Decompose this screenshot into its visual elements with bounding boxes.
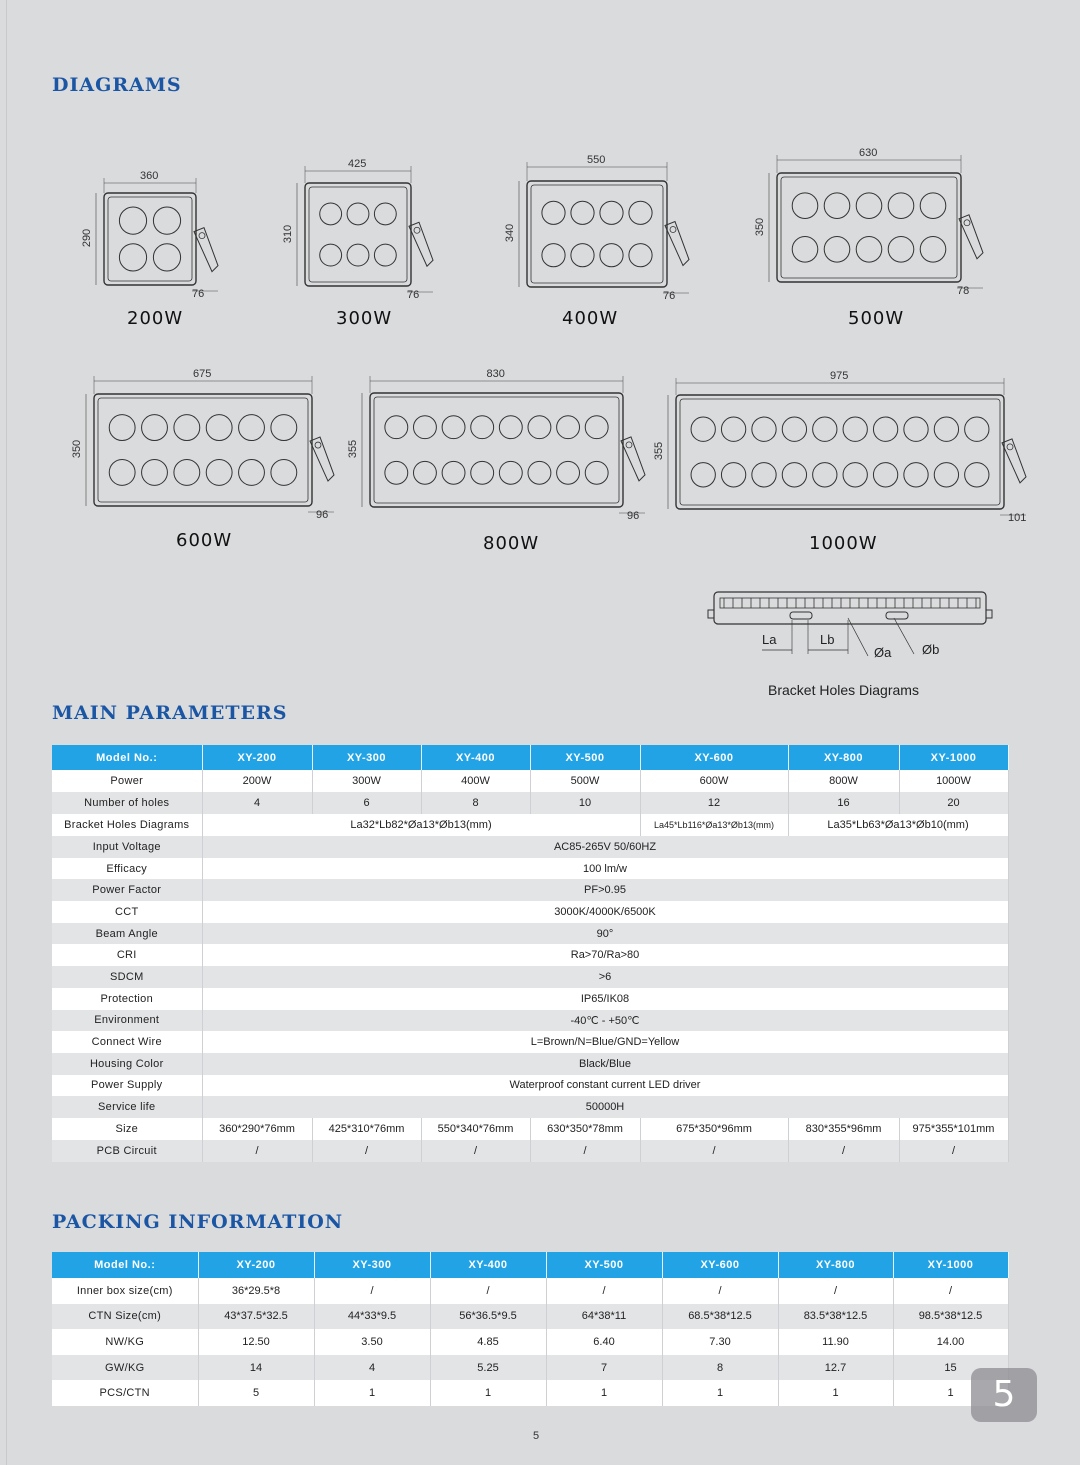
height-label: 290	[81, 228, 94, 248]
bracket-lb-label: Lb	[820, 632, 835, 647]
led-lens	[691, 463, 715, 487]
led-lens	[782, 417, 806, 441]
bracket-oa-label: Øa	[874, 645, 892, 660]
table-cell: IP65/IK08	[202, 988, 1008, 1010]
table-cell: 830*355*96mm	[788, 1118, 899, 1140]
table-cell: 16	[788, 792, 899, 814]
height-label: 350	[71, 439, 84, 459]
wattage-label: 800W	[483, 533, 540, 554]
table-row	[52, 858, 1008, 880]
led-lens	[385, 461, 408, 484]
led-lens	[888, 193, 914, 219]
height-label: 355	[347, 439, 360, 459]
wattage-label: 300W	[336, 308, 393, 329]
table-row	[52, 988, 1008, 1010]
mounting-bracket	[621, 437, 645, 481]
width-label: 425	[348, 158, 367, 170]
table-cell: 425*310*76mm	[312, 1118, 421, 1140]
header-cell: XY-300	[312, 745, 421, 770]
table-cell: /	[312, 1140, 421, 1162]
led-lens	[629, 244, 652, 267]
led-lens	[374, 203, 396, 225]
table-cell: 90°	[202, 923, 1008, 945]
table-cell: 5.25	[430, 1355, 546, 1381]
main-parameters-title: MAIN PARAMETERS	[52, 702, 288, 724]
led-lens	[542, 244, 565, 267]
led-lens	[471, 416, 494, 439]
led-lens	[920, 193, 946, 219]
header-cell: XY-800	[788, 745, 899, 770]
row-label: NW/KG	[52, 1329, 198, 1355]
led-lens	[873, 417, 897, 441]
table-cell: 15	[893, 1355, 1008, 1381]
depth-label: 101	[1008, 512, 1027, 524]
led-lens	[271, 459, 297, 485]
table-row	[52, 1096, 1008, 1118]
table-cell: 550*340*76mm	[421, 1118, 530, 1140]
row-label: Input Voltage	[52, 836, 202, 858]
housing-inner	[98, 398, 308, 502]
table-cell: /	[202, 1140, 312, 1162]
table-cell: 14	[198, 1355, 314, 1381]
table-row	[52, 879, 1008, 901]
led-lens	[888, 237, 914, 263]
table-row	[52, 1355, 1008, 1381]
led-lens	[347, 244, 369, 266]
row-label: SDCM	[52, 966, 202, 988]
table-cell: /	[314, 1278, 430, 1304]
table-cell: La32*Lb82*Øa13*Øb13(mm)	[202, 814, 640, 836]
table-row	[52, 1118, 1008, 1140]
table-row	[52, 1380, 1008, 1406]
led-lens	[471, 461, 494, 484]
led-lens	[499, 461, 522, 484]
led-lens	[109, 415, 135, 441]
height-label: 310	[282, 224, 295, 243]
led-lens	[721, 417, 745, 441]
led-lens	[374, 244, 396, 266]
row-label: Connect Wire	[52, 1031, 202, 1053]
table-cell: 300W	[312, 770, 421, 792]
table-row	[52, 1329, 1008, 1355]
row-label: CCT	[52, 901, 202, 923]
depth-label: 96	[627, 510, 640, 522]
bracket-caption: Bracket Holes Diagrams	[768, 682, 919, 698]
width-label: 360	[140, 170, 159, 182]
table-cell: 83.5*38*12.5	[778, 1304, 893, 1330]
led-lens	[934, 417, 958, 441]
table-cell: 64*38*11	[546, 1304, 662, 1330]
table-cell: 100 lm/w	[202, 858, 1008, 880]
wattage-label: 200W	[127, 308, 184, 329]
led-lens	[142, 459, 168, 485]
depth-label: 76	[192, 288, 205, 300]
table-row	[52, 944, 1008, 966]
housing-outline	[676, 395, 1004, 509]
bracket-ob-label: Øb	[922, 642, 940, 657]
table-cell: 3.50	[314, 1329, 430, 1355]
mounting-bracket	[409, 222, 433, 266]
bracket-pivot	[670, 227, 676, 233]
led-lens	[873, 463, 897, 487]
table-cell: 360*290*76mm	[202, 1118, 312, 1140]
header-cell: Model No.:	[52, 745, 202, 770]
row-label: PCS/CTN	[52, 1380, 198, 1406]
table-cell: L=Brown/N=Blue/GND=Yellow	[202, 1031, 1008, 1053]
table-row	[52, 1053, 1008, 1075]
table-cell: 56*36.5*9.5	[430, 1304, 546, 1330]
table-cell: AC85-265V 50/60HZ	[202, 836, 1008, 858]
led-lens	[174, 459, 200, 485]
packing-table	[52, 1252, 1009, 1406]
table-row	[52, 770, 1008, 792]
table-row	[52, 792, 1008, 814]
housing-inner	[531, 185, 663, 283]
table-cell: 6.40	[546, 1329, 662, 1355]
packing-title: PACKING INFORMATION	[52, 1211, 344, 1233]
housing-outline	[370, 393, 623, 507]
led-lens	[239, 415, 265, 441]
led-lens	[792, 237, 818, 263]
table-cell: 8	[421, 792, 530, 814]
row-label: Number of holes	[52, 792, 202, 814]
table-cell: Waterproof constant current LED driver	[202, 1075, 1008, 1097]
row-label: Bracket Holes Diagrams	[52, 814, 202, 836]
row-label: Service life	[52, 1096, 202, 1118]
page-badge: 5	[971, 1368, 1037, 1422]
led-lens	[119, 207, 146, 234]
row-label: Power Factor	[52, 879, 202, 901]
led-lens	[934, 463, 958, 487]
bracket-la-label: La	[762, 632, 777, 647]
led-lens	[813, 417, 837, 441]
table-cell: 68.5*38*12.5	[662, 1304, 778, 1330]
table-cell: /	[546, 1278, 662, 1304]
row-label: Power	[52, 770, 202, 792]
table-row	[52, 836, 1008, 858]
row-label: Protection	[52, 988, 202, 1010]
table-cell: 1	[662, 1380, 778, 1406]
row-label: Housing Color	[52, 1053, 202, 1075]
led-lens	[413, 416, 436, 439]
header-cell: XY-400	[430, 1252, 546, 1278]
led-lens	[174, 415, 200, 441]
led-lens	[119, 244, 146, 271]
diagrams-title: DIAGRAMS	[52, 74, 182, 96]
table-cell: 14.00	[893, 1329, 1008, 1355]
header-cell: XY-1000	[893, 1252, 1008, 1278]
bracket-drawing	[708, 588, 992, 660]
housing-inner	[781, 177, 957, 278]
table-cell: 400W	[421, 770, 530, 792]
width-label: 550	[587, 154, 606, 166]
led-lens	[528, 416, 551, 439]
header-cell: XY-600	[662, 1252, 778, 1278]
led-lens	[206, 459, 232, 485]
header-cell: XY-200	[198, 1252, 314, 1278]
led-lens	[320, 244, 342, 266]
table-cell: 43*37.5*32.5	[198, 1304, 314, 1330]
table-cell: 10	[530, 792, 640, 814]
height-label: 355	[653, 441, 666, 461]
housing-outline	[305, 183, 411, 286]
table-cell: 98.5*38*12.5	[893, 1304, 1008, 1330]
table-cell: /	[662, 1278, 778, 1304]
table-cell: 12.50	[198, 1329, 314, 1355]
table-cell: 1	[546, 1380, 662, 1406]
table-row	[52, 1031, 1008, 1053]
led-lens	[320, 203, 342, 225]
table-row	[52, 923, 1008, 945]
table-cell: /	[899, 1140, 1008, 1162]
led-lens	[721, 463, 745, 487]
depth-label: 78	[957, 285, 970, 297]
led-lens	[385, 416, 408, 439]
table-cell: /	[530, 1140, 640, 1162]
header-cell: XY-300	[314, 1252, 430, 1278]
led-lens	[109, 459, 135, 485]
led-lens	[856, 193, 882, 219]
table-cell: 975*355*101mm	[899, 1118, 1008, 1140]
mounting-bracket	[194, 228, 218, 272]
table-cell: 12.7	[778, 1355, 893, 1381]
table-cell: 7	[546, 1355, 662, 1381]
header-cell: XY-500	[546, 1252, 662, 1278]
table-cell: 8	[662, 1355, 778, 1381]
led-lens	[752, 463, 776, 487]
led-lens	[442, 461, 465, 484]
table-cell: >6	[202, 966, 1008, 988]
led-lens	[843, 417, 867, 441]
led-lens	[153, 244, 180, 271]
table-cell: /	[430, 1278, 546, 1304]
table-row	[52, 1010, 1008, 1032]
mounting-bracket	[1002, 439, 1026, 483]
led-lens	[824, 237, 850, 263]
led-lens	[782, 463, 806, 487]
led-lens	[629, 201, 652, 224]
led-lens	[571, 201, 594, 224]
main-header-row	[52, 745, 1008, 770]
housing-outline	[527, 181, 667, 287]
housing-inner	[309, 187, 407, 282]
led-lens	[153, 207, 180, 234]
row-label: Environment	[52, 1010, 202, 1032]
row-label: GW/KG	[52, 1355, 198, 1381]
table-cell: 50000H	[202, 1096, 1008, 1118]
table-cell: 500W	[530, 770, 640, 792]
housing-inner	[680, 399, 1000, 505]
led-lens	[752, 417, 776, 441]
table-cell: 600W	[640, 770, 788, 792]
led-lens	[271, 415, 297, 441]
led-lens	[347, 203, 369, 225]
led-lens	[843, 463, 867, 487]
led-lens	[413, 461, 436, 484]
table-row	[52, 1278, 1008, 1304]
table-row	[52, 1304, 1008, 1330]
led-lens	[813, 463, 837, 487]
wattage-label: 400W	[562, 308, 619, 329]
header-cell: XY-400	[421, 745, 530, 770]
table-cell: 6	[312, 792, 421, 814]
width-label: 975	[830, 370, 849, 382]
led-lens	[206, 415, 232, 441]
led-lens	[528, 461, 551, 484]
table-row	[52, 901, 1008, 923]
header-cell: XY-1000	[899, 745, 1008, 770]
mounting-bracket	[959, 215, 983, 259]
led-lens	[965, 417, 989, 441]
led-lens	[965, 463, 989, 487]
height-label: 340	[504, 223, 517, 243]
led-lens	[920, 237, 946, 263]
row-label: PCB Circuit	[52, 1140, 202, 1162]
housing-outline	[104, 193, 196, 285]
table-cell: 12	[640, 792, 788, 814]
main-parameters-table	[52, 745, 1009, 1162]
housing-outline	[94, 394, 312, 506]
led-lens	[585, 461, 608, 484]
bracket-pivot	[199, 233, 205, 239]
row-label: CRI	[52, 944, 202, 966]
table-cell: PF>0.95	[202, 879, 1008, 901]
header-cell: XY-500	[530, 745, 640, 770]
led-lens	[904, 463, 928, 487]
bracket-pivot	[315, 442, 321, 448]
table-cell: 1000W	[899, 770, 1008, 792]
bracket-pivot	[626, 442, 632, 448]
table-cell: Black/Blue	[202, 1053, 1008, 1075]
led-lens	[792, 193, 818, 219]
table-row	[52, 814, 1008, 836]
wattage-label: 500W	[848, 308, 905, 329]
row-label: Inner box size(cm)	[52, 1278, 198, 1304]
table-row	[52, 1075, 1008, 1097]
depth-label: 76	[407, 289, 420, 301]
housing-inner	[108, 197, 192, 281]
packing-header-row	[52, 1252, 1008, 1278]
led-lens	[856, 237, 882, 263]
table-cell: La35*Lb63*Øa13*Øb10(mm)	[788, 814, 1008, 836]
led-lens	[442, 416, 465, 439]
width-label: 675	[193, 368, 212, 380]
table-cell: 36*29.5*8	[198, 1278, 314, 1304]
table-cell: Ra>70/Ra>80	[202, 944, 1008, 966]
led-lens	[239, 459, 265, 485]
bracket-pivot	[414, 227, 420, 233]
row-label: Size	[52, 1118, 202, 1140]
table-cell: /	[893, 1278, 1008, 1304]
table-cell: /	[640, 1140, 788, 1162]
bracket-pivot	[964, 220, 970, 226]
table-cell: 5	[198, 1380, 314, 1406]
table-cell: 20	[899, 792, 1008, 814]
led-lens	[557, 461, 580, 484]
table-cell: 1	[893, 1380, 1008, 1406]
header-cell: XY-200	[202, 745, 312, 770]
header-cell: XY-600	[640, 745, 788, 770]
table-cell: 4.85	[430, 1329, 546, 1355]
page-number: 5	[533, 1430, 540, 1442]
table-cell: /	[778, 1278, 893, 1304]
table-cell: 3000K/4000K/6500K	[202, 901, 1008, 923]
table-cell: 630*350*78mm	[530, 1118, 640, 1140]
led-lens	[904, 417, 928, 441]
led-lens	[600, 244, 623, 267]
table-cell: La45*Lb116*Øa13*Øb13(mm)	[640, 814, 788, 836]
row-label: Beam Angle	[52, 923, 202, 945]
header-cell: Model No.:	[52, 1252, 198, 1278]
table-cell: 11.90	[778, 1329, 893, 1355]
table-cell: 7.30	[662, 1329, 778, 1355]
table-cell: 1	[314, 1380, 430, 1406]
depth-label: 76	[663, 290, 676, 302]
led-lens	[571, 244, 594, 267]
table-row	[52, 966, 1008, 988]
table-cell: 675*350*96mm	[640, 1118, 788, 1140]
wattage-label: 600W	[176, 530, 233, 551]
table-row	[52, 1140, 1008, 1162]
table-cell: 4	[202, 792, 312, 814]
led-lens	[824, 193, 850, 219]
led-lens	[691, 417, 715, 441]
height-label: 350	[754, 217, 767, 236]
table-cell: 4	[314, 1355, 430, 1381]
bracket-holes-diagram	[708, 588, 992, 660]
mounting-bracket	[310, 437, 334, 481]
housing-inner	[374, 397, 619, 503]
bracket-pivot	[1007, 444, 1013, 450]
led-lens	[499, 416, 522, 439]
mounting-bracket	[665, 222, 689, 266]
table-cell: 44*33*9.5	[314, 1304, 430, 1330]
table-cell: -40℃ - +50℃	[202, 1010, 1008, 1032]
table-cell: 1	[778, 1380, 893, 1406]
row-label: Efficacy	[52, 858, 202, 880]
table-cell: 800W	[788, 770, 899, 792]
led-lens	[557, 416, 580, 439]
led-lens	[600, 201, 623, 224]
housing-outline	[777, 173, 961, 282]
page-edge	[6, 0, 7, 1465]
led-lens	[142, 415, 168, 441]
width-label: 830	[486, 368, 505, 380]
row-label: Power Supply	[52, 1075, 202, 1097]
led-lens	[585, 416, 608, 439]
table-cell: 200W	[202, 770, 312, 792]
table-cell: /	[788, 1140, 899, 1162]
led-lens	[542, 201, 565, 224]
header-cell: XY-800	[778, 1252, 893, 1278]
width-label: 630	[859, 147, 878, 159]
table-cell: /	[421, 1140, 530, 1162]
depth-label: 96	[316, 509, 329, 521]
wattage-label: 1000W	[809, 533, 878, 554]
table-cell: 1	[430, 1380, 546, 1406]
row-label: CTN Size(cm)	[52, 1304, 198, 1330]
